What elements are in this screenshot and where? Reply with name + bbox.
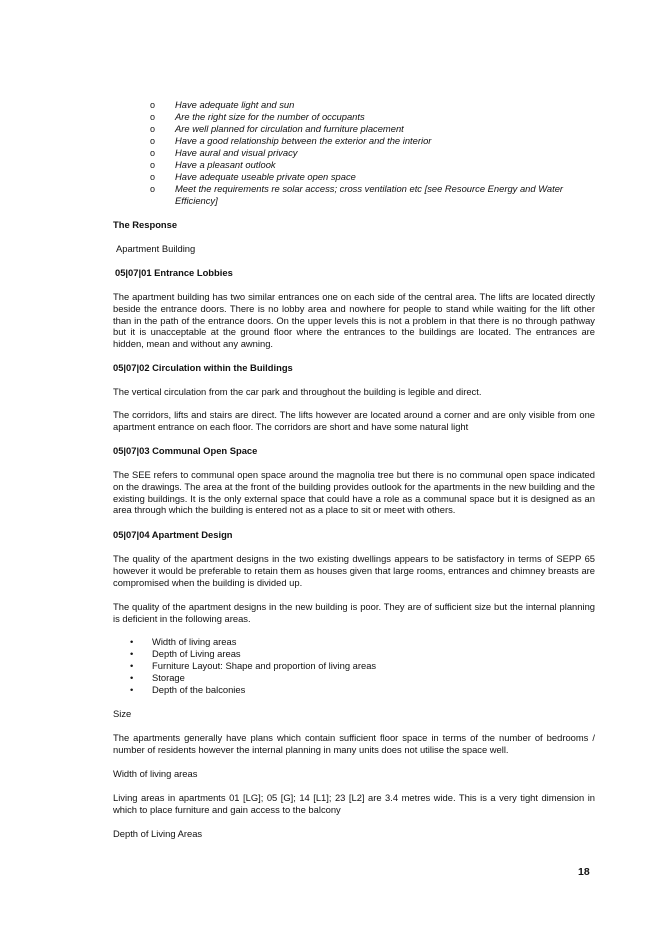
bullet-icon: • [130,648,134,659]
list-item: • Width of living areas [130,636,237,647]
section-heading-communal-open-space: 05|07|03 Communal Open Space [113,445,258,456]
page-number: 18 [578,866,590,878]
list-item: o Are the right size for the number of occupants [150,111,365,122]
depth-label: Depth of Living Areas [113,828,203,839]
circle-bullet-icon: o [150,100,156,110]
bullet-icon: • [130,672,134,683]
circle-bullet-icon: o [150,136,156,146]
list-item: o Have a pleasant outlook [150,159,276,170]
paragraph-circulation-2: The corridors, lifts and stairs are direct. The lifts however are located around a corner and are only visible from one apartment entrance on each floor. The corridors are short and have some natural light [113,409,595,432]
section-heading-entrance-lobbies: 05|07|01 Entrance Lobbies [115,267,233,278]
size-label: Size [113,708,132,719]
apartment-building-label: Apartment Building [116,243,196,254]
paragraph-apartment-design-2: The quality of the apartment designs in the new building is poor. They are of sufficient size but the internal planning is deficient in the following areas. [113,601,595,624]
paragraph-entrance-lobbies: The apartment building has two similar entrances one on each side of the central area. The lifts are located directly beside the entrance doors. There is no lobby area and nowhere for people to stand while waiting for the lift other than in the path of the entrance doors. On the upper levels this is not a problem in that there is no through pathway but it is unacceptable at the ground floor where the entrances to the buildings are located. The entrances are hidden, mean and without any awning. [113,291,595,350]
circle-bullet-icon: o [150,112,156,122]
circle-bullet-icon: o [150,148,156,158]
response-heading: The Response [113,219,178,230]
list-item: • Depth of the balconies [130,684,246,695]
circle-bullet-icon: o [150,172,156,182]
circle-bullet-icon: o [150,124,156,134]
bullet-icon: • [130,660,134,671]
list-item: o Have a good relationship between the exterior and the interior [150,135,432,146]
circle-bullet-icon: o [150,184,156,194]
list-item: • Storage [130,672,185,683]
list-item: o Have adequate useable private open space [150,171,356,182]
paragraph-width: Living areas in apartments 01 [LG]; 05 [G]; 14 [L1]; 23 [L2] are 3.4 metres wide. This is a very tight dimension in which to place furniture and gain access to the balcony [113,792,595,815]
list-item: • Depth of Living areas [130,648,241,659]
list-item: o Are well planned for circulation and furniture placement [150,123,404,134]
list-item: o Have adequate light and sun [150,99,295,110]
paragraph-size: The apartments generally have plans which contain sufficient floor space in terms of the number of bedrooms / number of residents however the internal planning in many units does not utilise the space well. [113,732,595,755]
circle-bullet-icon: o [150,160,156,170]
bullet-icon: • [130,684,134,695]
paragraph-communal-open-space: The SEE refers to communal open space around the magnolia tree but there is no communal open space indicated on the drawings. The area at the front of the building provides outlook for the apartments in the new building and the existing buildings. It is the only external space that could have a role as a communal space but it is designed as an area through which the building is entered not as a place to sit or meet with others. [113,469,595,516]
paragraph-apartment-design-1: The quality of the apartment designs in the two existing dwellings appears to be satisfactory in terms of SEPP 65 however it would be preferable to retain them as houses given that large rooms, entrances and chimney breasts are compromised when the building is divided up. [113,553,595,588]
paragraph-circulation-1: The vertical circulation from the car park and throughout the building is legible and direct. [113,386,482,397]
list-item: o Meet the requirements re solar access; cross ventilation etc [see Resource Energy and Water Efficiency] [150,183,564,206]
section-heading-apartment-design: 05|07|04 Apartment Design [113,529,233,540]
section-heading-circulation: 05|07|02 Circulation within the Buildings [113,362,293,373]
list-item: o Have aural and visual privacy [150,147,298,158]
width-label: Width of living areas [113,768,198,779]
bullet-icon: • [130,636,134,647]
requirements-list [150,99,600,207]
deficiency-list [130,636,376,696]
list-item: • Furniture Layout: Shape and proportion of living areas [130,660,377,671]
